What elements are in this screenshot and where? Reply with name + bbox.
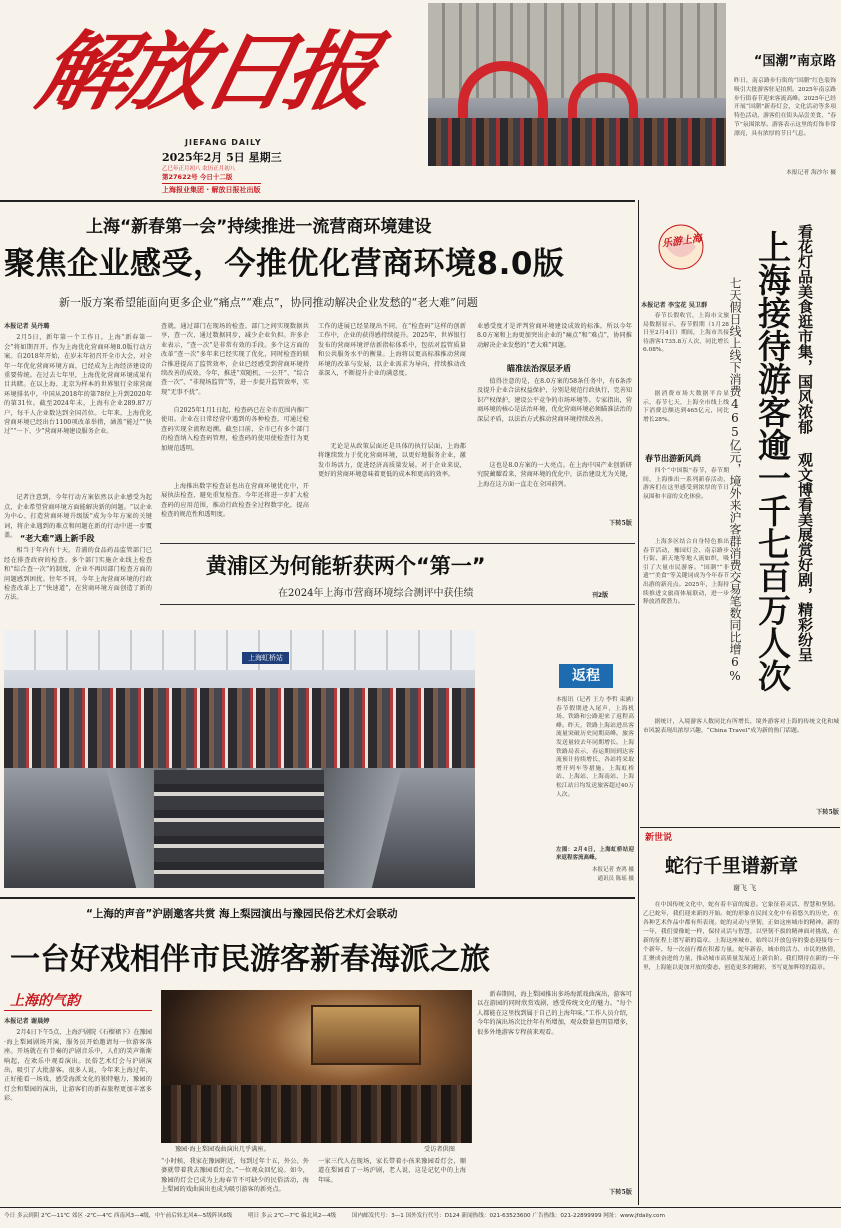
liyuan-photo-caption: 豫园·海上梨园戏曲演出几乎满座。 (175, 1146, 270, 1153)
masthead-date: 2025年2月 5日 星期三 (162, 151, 282, 164)
lead-subsection-2: 瞄准法治深层矛盾 (507, 364, 571, 373)
essay-tag: 新世说 (645, 833, 673, 843)
badge-label: 乐游上海 (661, 233, 703, 250)
lead-col-1 (4, 322, 152, 612)
crowd (428, 118, 726, 166)
essay-title: 蛇行千里谱新章 (665, 855, 799, 877)
side-kicker: 看花灯品美食逛市集，国风浓郁 观文博看美展赏好剧，精彩纷呈 (796, 224, 814, 662)
lead-byline: 本报记者 吴丹璐 (4, 323, 50, 330)
lead-subhead: 新一版方案希望能面向更多企业“痛点”“难点”，协同推动解决企业发愁的“老大难”问题 (59, 296, 478, 309)
culture-col-4 (477, 990, 632, 1198)
footer-weather-tomorrow: 明日 多云 2℃—7℃ 偏北风2—4级 (248, 1213, 337, 1219)
lead-col1-text: 2月5日，新年第一个工作日，上海“新春第一会”将如期召开。作为上海优化营商环境8.0版行动方案。自2018年开始，在岁末年初召开全市大会，对全年一年优化营商环境方面，已经成为上海经济建设的重要传统。在过去七年里，上海优化营商环境成果有目共睹。在以上海、北京为样本的世界银行全球营商环境排名中，中国从2018年的第78位上升到2020年的第31位。截至2024年末，上海有企业289.87万户，每千人企业数达到全国首位。七年来，上海优化营商环境已经出台1100项改革举措，涵盖“能过”“快过”“一下、少”营商环境建设服务企业。 (4, 334, 152, 436)
lead-col3-text: 工作的进展已经显现出不同，在“检查码”这样的创新工作中，企业的获得感持续提升。2025年，世界银行发布的营商环境评估新指标体系中，包括对监管质量和公共服务水平的衡量。上海将以更高标准推动营商环境的改革与发展，以企业需求为导向，持续推动改革深入，不断提升企业的满意度。 (318, 323, 466, 378)
lead-col2c-text: 上海推出数字检查证也出在营商环境优化中，开展执法检查，避免重复检查。今年还将进一步扩大检查码的应用范围，推动行政检查全过程数字化，提高检查的规范性和透明度。 (161, 483, 309, 519)
culture-col1-text: 2月4日下午5点，上海沪剧院《石榴裙下》在豫园·海上梨园剧场开演，服务员开始邀请每一位游客落座。开场就在有节奏的沪剧音乐中，人们的笑声渐渐响起，在欢乐中观看演出。民俗艺术灯会与沪剧演出，吸引了大批游客。很多人说，今年来上海过年，正好能看一场戏，感受海派文化的独特魅力，豫园的灯会和梨园的演出，让游客们的新春旅程更加丰富多彩。 (4, 1029, 152, 1103)
top-photo-caption (734, 50, 836, 178)
divider (640, 827, 840, 828)
culture-col2-text: “小时候，我家在豫园附近，每到过年十五，外公、外婆就带着我去豫园看灯会。”一位观众回忆说。如今，豫园的灯会已成为上海春节不可缺少的民俗活动，海上梨园的戏曲演出也成为吸引游客的新亮点。 (161, 1158, 309, 1194)
return-caption: 左图：2月4日，上海虹桥站迎来返程客流高峰。 (556, 847, 634, 861)
return-credit-1: 本报记者 查鸿 摄 (592, 867, 634, 873)
divider (0, 200, 635, 202)
lead-col-4 (477, 322, 632, 540)
crowd (154, 770, 324, 888)
station-sign: 上海虹桥站 (242, 652, 289, 664)
culture-col2b-text: 一家三代人在现场，家长带着小孩来豫园看灯会，顺道在梨园看了一场沪剧，老人说，这是记忆中的上海年味。 (318, 1158, 466, 1184)
crowd (4, 688, 475, 768)
nanjing-road-photo (428, 3, 726, 166)
lead-subsection-1: “老大难”遇上新手段 (20, 534, 95, 544)
side-jump[interactable]: 下转5版 (816, 809, 839, 816)
masthead-issue: 第27622号 今日十二版 (162, 173, 233, 181)
huangpu-subhead: 在2024年上海市营商环境综合测评中获佳绩 (278, 588, 474, 599)
side-col1-text: 春节长假收官，上海市文旅局数据显示，春节假期（1月28日至2月4日）期间，上海市共接待游客1735.8万人次，同比增长6.08%。 (643, 313, 729, 354)
lead-col4b-text: 值得注意的是，在8.0方案的58条任务中，有6条涉及提升企业合法权益保护，分别是规范行政执行，完善知识产权保护，建设公平竞争的市场环境等。专家指出，营商环境的核心是法治环境，优化营商环境必须瞄准法治的深层矛盾，以法治方式推动营商环境持续改善。 (477, 378, 632, 423)
lead-kicker: 上海“新春第一会”持续推进一流营商环境建设 (86, 217, 432, 237)
lead-headline: 聚焦企业感受，今推优化营商环境8.0版 (4, 246, 565, 282)
lead-col-3 (318, 322, 466, 540)
essay (643, 830, 839, 1205)
masthead-logo: 解放日报 (29, 21, 379, 123)
culture-col-1 (4, 990, 152, 1198)
lead-col4c-text: 这也是8.0方案的一大亮点。在上海中国产业创新研究院蔺耀看来，营商环境的优化中，法治建设尤为关键，上海在这方面一直走在全国前列。 (477, 462, 632, 488)
top-photo-credit: 本报记者 海沙尔 摄 (785, 170, 836, 176)
culture-kicker: “上海的声音”沪剧邀客共赏 海上梨园演出与豫园民俗艺术灯会联动 (86, 908, 398, 920)
travel-badge (656, 222, 706, 272)
side-col1b-text: 据消费市场大数据平台显示，春节七天，上海全市线上线下消费总额达到465亿元，同比增长28%。 (643, 391, 729, 423)
station-ceiling (4, 630, 475, 670)
column-logo: 上海的气韵 (4, 990, 152, 1011)
return-body: 本报讯（记者 王力 李哲 束涵）春节假期进入尾声，上海机场、铁路和公路迎来了返程高峰。昨天，铁路上海站进出客流量突破历史同期高峰。旅客发送量较去年同期增长。上海铁路局表示，春运期间到达客流预计持续增长，各站将采取增开列车等措施。上海虹桥站、上海站、上海南站、上海松江站日均发送旅客超过40万人次。 (556, 697, 634, 798)
essay-body: 在中国传统文化中，蛇有着丰富的寓意。它象征着灵活、智慧和坚韧。乙巳蛇年，我们迎来新的开始。蛇的形象在民间文化中有着悠久的历史，在各种艺术作品中都有所表现。蛇的灵动与坚韧，正如这座城市的精神。新的一年，我们要像蛇一样，保持灵活与智慧，以坚韧不拔的精神面对挑战，在新的征程上谱写新的篇章。上海这座城市，始终以开放包容的姿态迎接每一个新年，每一次前行都在积蓄力量。蛇年新春，城市的活力、市民的热情，汇聚成奋进的力量，推动城市高质量发展迈上新台阶。我们期待在新的一年里，上海能以更加开放的姿态，创造更多的精彩，书写更加辉煌的篇章。 (643, 902, 839, 972)
top-photo-body: 昨日，南京路步行街的“国潮”红色装饰吸引大批游客驻足拍照。2025年南京路步行街春节迎来客流高峰。2025年已经开展“国潮”新春灯会，文化活动等多项特色活动，游客们在街头品尝美食，“春节”氛围浓厚。游客表示这里的灯饰非常漂亮，具有浓厚的节日气息。 (734, 78, 836, 137)
culture-byline: 本报记者 谢晨婷 (4, 1018, 50, 1025)
return-column (556, 630, 634, 888)
lead-col1b-text: 记者注意到，今年行动方案依然以企业感受为起点，企业希望营商环境方面能解决新的问题。“以企业为中心、打造营商环境升级版”成为今年方案的关键词，将企业遇到的难点和问题在新的行动中进一步覆盖。 (4, 494, 152, 540)
huangpu-jump[interactable]: 刊2版 (592, 592, 609, 599)
lead-col1c-text: 相当于年内有十天，青浦的食品药品监管部门已经在排查政府的检查。多个部门实施企业线上检查和“综合查一次”的制度，企业不再因部门检查方面的问题感到困扰。往年不同，今年上海营商环境的行政检查改革上了“快速道”，在营商环境方面创造了新的方法。 (4, 547, 152, 602)
lead-col-2 (161, 322, 309, 540)
lead-jump[interactable]: 下转5版 (609, 520, 632, 527)
side-col1e-text: 据统计，入境游客人数同比有所增长，境外游客对上海的传统文化和城市风貌表现出浓厚兴趣，“China Travel”成为新的热门话题。 (643, 719, 839, 734)
side-subsection: 春节出游新风尚 (645, 454, 701, 463)
stage (311, 1005, 421, 1065)
masthead-lunar: 乙巳年正月初八 农历正月初八 (162, 166, 236, 172)
masthead (0, 0, 421, 200)
masthead-publisher: 上海报业集团 · 解放日报社出版 (162, 183, 261, 195)
return-credit-2: 通讯员 陈瑶 摄 (597, 876, 634, 882)
side-col-2 (643, 538, 839, 823)
footer (4, 1211, 839, 1223)
culture-col3-text: 新春期间，海上梨园推出多场海派戏曲演出，游客可以在游园的同时欣赏戏剧，感受传统文化的魅力。“每个人都能在这里找到属于自己的上海年味。”工作人员介绍，今年的演出场次比往年有所增加，观众数量也明显增多，很多外地游客专程前来观看。 (477, 991, 632, 1036)
lead-col2-text: 查就，通过部门在现场的检查。部门之间实现数据共享，查一次、通过数据同步，减少企业负担。许多企业表示，“查一次”是非常有效的手段。多个这方面的改革“查一次”多年来已经实现了优化，同时检查的联合推进提高了监管效率，企业已经感受到营商环境持续改善的成效。今年，推进“双随机、一公开”、“综合查一次”、“非现场监管”等，进一步提升监管效率，实现“无事不扰”。 (161, 323, 309, 396)
huangpu-box (160, 543, 635, 605)
side-col1c-text: 四个“中国版”春节，春节期间，上海推出一系列新春活动，游客们在这里感受到浓厚的节日氛围和丰富的文化体验。 (643, 468, 729, 500)
side-headline: 上海接待游客逾一千七百万人次 (753, 230, 792, 692)
footer-weather-today: 今日 多云到阴 2℃—11℃ 郊区 -2℃—4℃ 西南风3—4级，中午前后转北风4—5级阵风6级 (4, 1213, 233, 1219)
hongqiao-station-photo (4, 630, 475, 888)
liyuan-photo-credit: 受访者供图 (424, 1146, 455, 1153)
lead-col3b-text: 无论是从政策层面还是具体的执行层面，上海都将继续致力于优化营商环境，以更好地服务企业，激发市场活力，促进经济高质量发展。对于企业来说，更好的营商环境意味着更低的成本和更高的效率。 (318, 443, 466, 479)
liyuan-theatre-photo (161, 990, 472, 1143)
side-col1d-text: 上海多区结合自身特色推出春节活动，豫园灯会、南京路步行街、新天地等地人流如织，吸引了大量市民游客。“国潮”“非遗”“美食”等关键词成为今年春节出游的新亮点。2025年，上海持续推进文旅商体展联动，进一步释放消费潜力。 (643, 539, 729, 606)
divider (0, 897, 635, 899)
culture-jump[interactable]: 下转5版 (609, 1189, 632, 1196)
culture-headline: 一台好戏相伴市民游客新春海派之旅 (10, 942, 490, 977)
footer-rule (0, 1207, 841, 1208)
essay-author: 谢飞 飞 (733, 884, 757, 892)
footer-info: 国内邮发代号：3—1 国外发行代号：D124 新闻热线：021-63523600 广告热线：021-22899999 网址：www.jfdaily.com (351, 1213, 665, 1219)
side-subhead: 七天假日线上线下消费465亿元，境外来沪客群消费交易笔数同比增6% (728, 277, 742, 683)
huangpu-headline: 黄浦区为何能斩获两个“第一” (206, 554, 486, 578)
return-tag: 返程 (559, 664, 613, 688)
side-byline: 本报记者 李宝花 吴卫群 (641, 302, 708, 309)
audience (161, 1085, 472, 1143)
lead-col4-text: 业感受度才是评判营商环境建设成效的标准。所以今年8.0方案和上海更加突出企业的“痛点”和“难点”，协同推动解决企业发愁的“老大难”问题。 (477, 323, 632, 349)
lead-col2b-text: 自2025年1月1日起，检查码已在全市范围内推广使用。企业在日常经营中遇到的各种检查，可通过检查码实现全流程追溯。截至目前，全市已有多个部门的检查纳入检查码管理，检查码的使用使检查行为更加规范透明。 (161, 407, 309, 452)
top-photo-title: “国潮”南京路 (753, 54, 836, 69)
masthead-pinyin: JIEFANG DAILY (185, 138, 262, 147)
sidebar-divider (638, 200, 639, 1205)
